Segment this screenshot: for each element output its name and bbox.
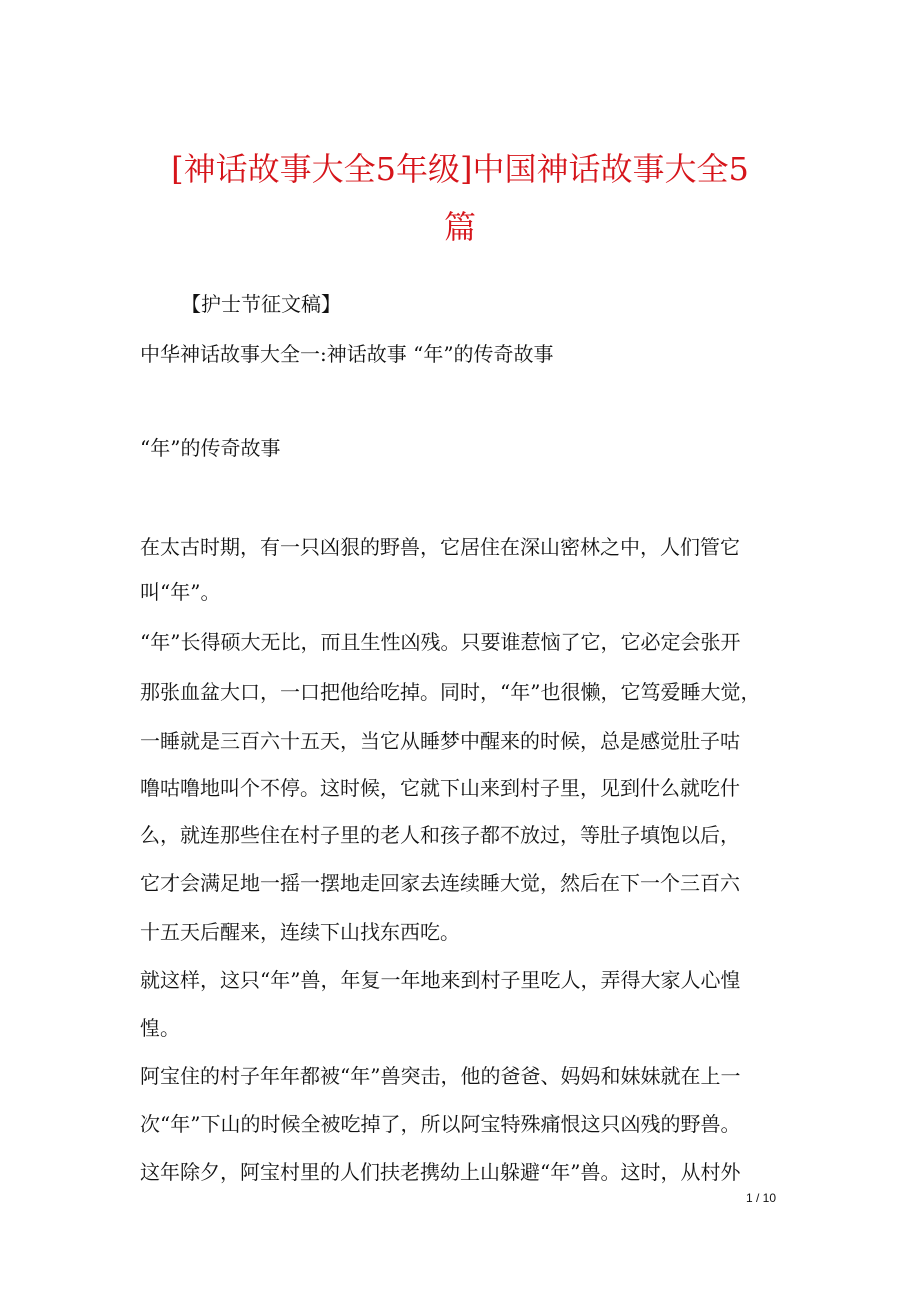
body-line: 惶。 bbox=[140, 1016, 180, 1040]
document-title-continuation: 篇 bbox=[443, 208, 476, 246]
body-line: 就这样，这只“年”兽，年复一年地来到村子里吃人，弄得大家人心惶 bbox=[140, 968, 741, 992]
section-heading: 【护士节征文稿】 bbox=[181, 292, 341, 316]
story-subtitle: 中华神话故事大全一:神话故事 “年”的传奇故事 bbox=[140, 342, 554, 366]
body-line: 阿宝住的村子年年都被“年”兽突击，他的爸爸、妈妈和妹妹就在上一 bbox=[140, 1064, 741, 1088]
body-line: 一睡就是三百六十五天，当它从睡梦中醒来的时候，总是感觉肚子咕 bbox=[140, 729, 740, 753]
body-line: 它才会满足地一摇一摆地走回家去连续睡大觉，然后在下一个三百六 bbox=[140, 871, 740, 895]
body-line: 十五天后醒来，连续下山找东西吃。 bbox=[140, 920, 460, 944]
body-line: 么，就连那些住在村子里的老人和孩子都不放过，等肚子填饱以后， bbox=[140, 823, 740, 847]
body-line: 叫“年”。 bbox=[140, 580, 221, 604]
document-title: [神话故事大全5年级]中国神话故事大全5 bbox=[171, 150, 749, 188]
page-indicator: 1 / 10 bbox=[746, 1191, 777, 1205]
body-line: 次“年”下山的时候全被吃掉了，所以阿宝特殊痛恨这只凶残的野兽。 bbox=[140, 1112, 741, 1136]
body-line: “年”长得硕大无比，而且生性凶残。只要谁惹恼了它，它必定会张开 bbox=[140, 630, 741, 654]
body-line: 那张血盆大口，一口把他给吃掉。同时，“年”也很懒，它笃爱睡大觉， bbox=[140, 680, 761, 704]
body-line: 噜咕噜地叫个不停。这时候，它就下山来到村子里，见到什么就吃什 bbox=[140, 776, 740, 800]
body-line: 在太古时期，有一只凶狠的野兽，它居住在深山密林之中，人们管它 bbox=[140, 535, 740, 559]
story-heading: “年”的传奇故事 bbox=[140, 436, 281, 460]
body-line: 这年除夕，阿宝村里的人们扶老携幼上山躲避“年”兽。这时，从村外 bbox=[140, 1160, 741, 1184]
